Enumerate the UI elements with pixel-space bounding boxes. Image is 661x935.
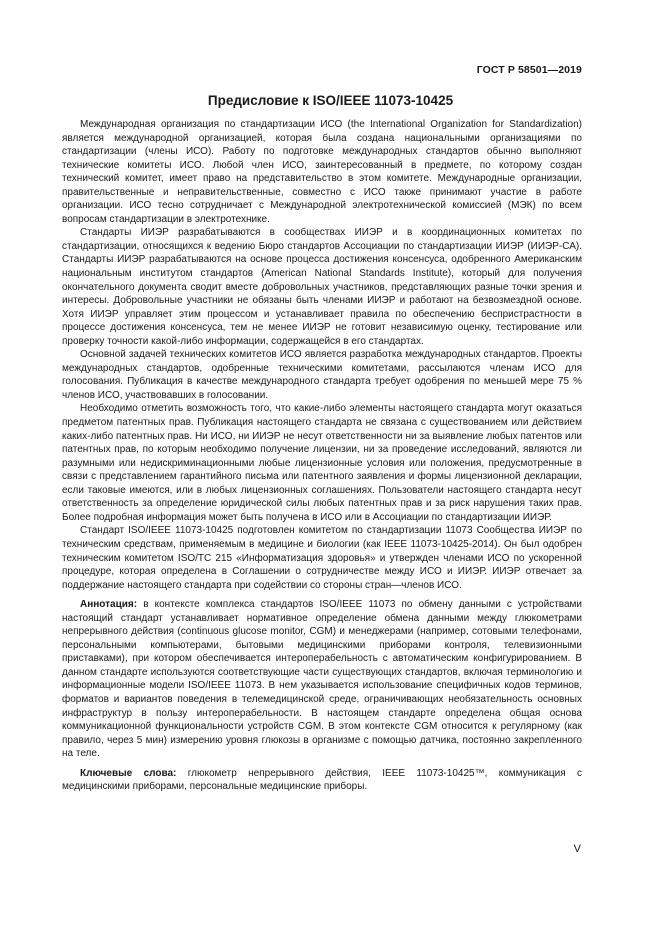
paragraph-patents: Необходимо отметить возможность того, что какие-либо элементы настоящего стандарта могут оказаться предметом патентных прав. Публикация настоящего стандарта не связана с существованием или действием каких-либо патентных прав. Ни ИСО, ни ИИЭР не несут ответственности ни за выявление любых патентов или патентных прав, по которым необходимо получение лицензии, ни за проведение исследований, являются ли разумными или недискриминационными любые лицензионные условия или положения, предусмотренные в связи с представлением гарантийного письма или патентного заявления и формы лицензионной декларации, если таковые имеются, или в любых лицензионных соглашениях. Пользователи настоящего стандарта несут ответственность за определение юридической силы любых патентных прав и за риск нарушения таких прав. Более подробная информация может быть получена в ИСО или в Ассоциации по стандартизации ИИЭР. [62, 403, 582, 523]
paragraph-standard: Стандарт ISO/IEEE 11073-10425 подготовлен комитетом по стандартизации 11073 Сообщества ИИЭР по техническим средствам, применяемым в медицине и биологии (как IEEE 11073-10425-2014). Он был одобрен техническим комитетом ISO/TC 215 «Информатизация здоровья» и утвержден членами ИСО по ускоренной процедуре, которая определена в Соглашении о сотрудничестве между ИСО и ИИЭР. ИИЭР отвечает за поддержание настоящего стандарта при содействии со стороны стран—членов ИСО. [62, 525, 582, 591]
paragraph-ieee: Стандарты ИИЭР разрабатываются в сообществах ИИЭР и в координационных комитетах по стандартизации, относящихся к ведению Бюро стандартов Ассоциации по стандартизации ИИЭР (ИИЭР-СА). Стандарты ИИЭР разрабатываются на основе процесса достижения консенсуса, одобренного Американским национальным институтом стандартов (American National Standards Institute), который для получения окончательного документа сводит вместе добровольных участников, представляющих разные точки зрения и интересы. Добровольные участники не обязаны быть членами ИИЭР и работают на безвозмездной основе. Хотя ИИЭР управляет этим процессом и устанавливает правила по обеспечению беспристрастности в процессе достижения консенсуса, тем не менее ИИЭР не готовит независимую оценку, тестирование или проверку точности какой-либо информации, содержащейся в его стандартах. [62, 227, 582, 347]
document-code: ГОСТ Р 58501—2019 [476, 64, 582, 76]
paragraph-tc: Основной задачей технических комитетов ИСО является разработка международных стандартов. Проекты международных стандартов, одобренные техническими комитетами, рассылаются членам ИСО для голосования. Публикация в качестве международного стандарта требует одобрения по меньшей мере 75 % членов ИСО, участвовавших в голосовании. [62, 349, 582, 401]
keywords-paragraph [62, 767, 582, 794]
page-number: V [573, 843, 581, 855]
keywords-text: глюкометр непрерывного действия, IEEE 11073-10425™, коммуникация с медицинскими приборами, персональные медицинские приборы. [62, 767, 583, 793]
annotation-label: Аннотация: [80, 599, 138, 611]
annotation-paragraph [62, 598, 582, 761]
foreword-body [62, 118, 582, 794]
section-title: Предисловие к ISO/IEEE 11073-10425 [207, 93, 454, 108]
keywords-label: Ключевые слова: [80, 767, 177, 779]
annotation-text: в контексте комплекса стандартов ISO/IEEE 11073 по обмену данными с устройствами настоящий стандарт устанавливает нормативное определение обмена данными между глюкометрами непрерывного действия (continuous glucose monitor, CGM) и менеджерами (например, сотовыми телефонами, персональными компьютерами, бытовыми медицинскими приборами контроля, телевизионными приставками), при котором обеспечивается интероперабельность с автоматическим конфигурированием. В данном стандарте используются соответствующие части существующих стандартов, включая терминологию и информационные модели ISO/IEEE 11073. В нем указывается использование специфичных кодов терминов, форматов и вариантов поведения в телемедицинской среде, ограничивающих необязательность основных инфраструктур в пользу интероперабельности. В настоящем стандарте определена общая основа коммуникационной функциональности устройств CGM. В этом контексте CGM относится к регулярному (как правило, через 5 мин) измерению уровня глюкозы в организме с помощью датчика, постоянно закрепленного на теле. [62, 599, 582, 760]
paragraph-iso: Международная организация по стандартизации ИСО (the International Organization for Standardization) является международной организацией, которая была создана национальными организациями по стандартизации (члены ИСО). Работу по подготовке международных стандартов обычно выполняют технические комитеты ИСО. Любой член ИСО, заинтересованный в предмете, по которому создан технический комитет, имеет право на представительство в этом комитете. Международные организации, правительственные и неправительственные, совместно с ИСО также принимают участие в работе организации. ИСО тесно сотрудничает с Международной электротехнической комиссией (МЭК) по всем вопросам стандартизации в электротехнике. [62, 119, 582, 225]
